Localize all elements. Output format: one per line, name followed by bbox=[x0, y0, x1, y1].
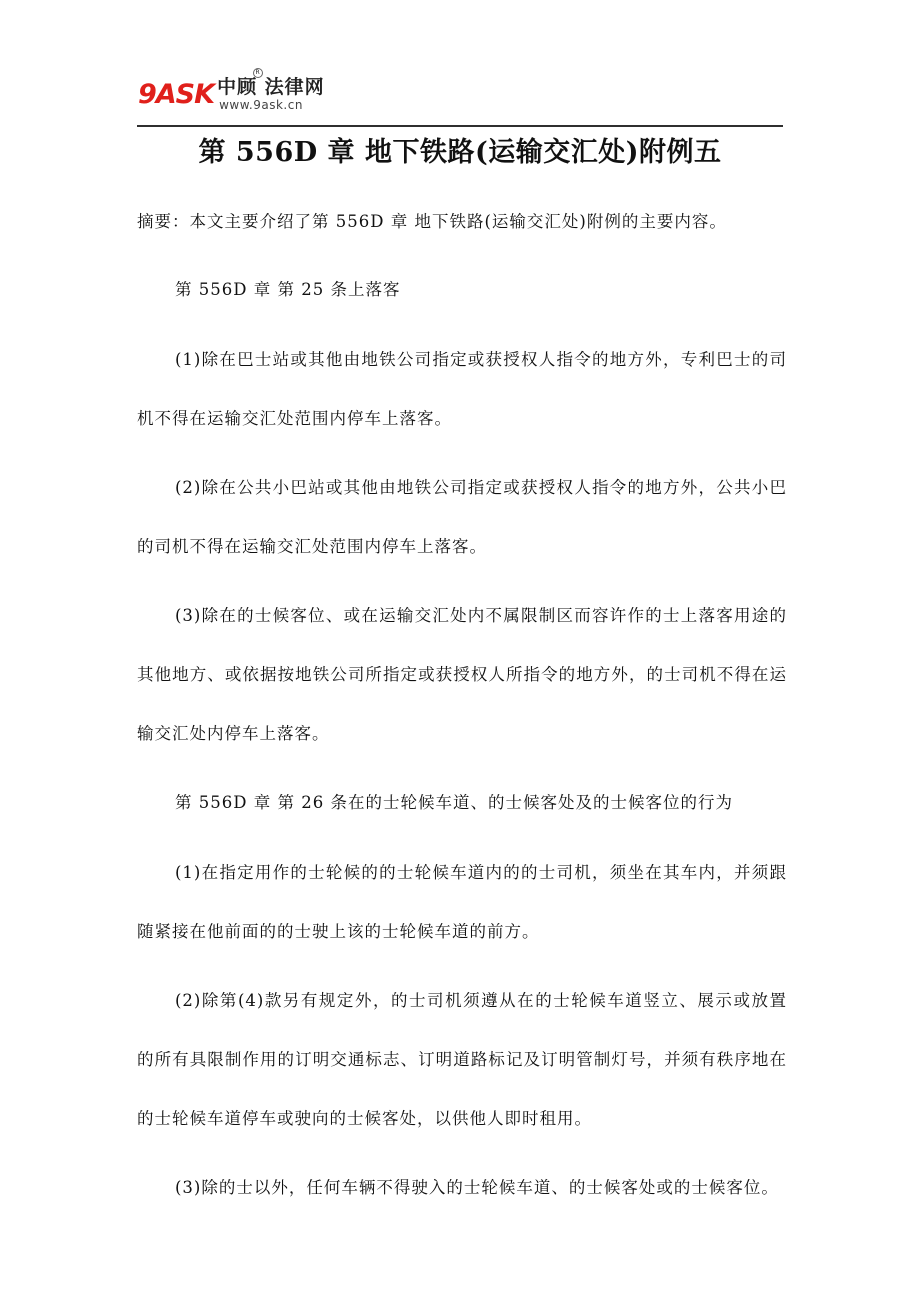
logo-chinese-name bbox=[217, 69, 325, 98]
clause: (3)除的士以外，任何车辆不得驶入的士轮候车道、的士候客处或的士候客位。 bbox=[175, 1178, 779, 1197]
document-body bbox=[137, 204, 787, 1249]
header-divider bbox=[137, 125, 783, 127]
section-heading: 第 556D 章 第 25 条上落客 bbox=[175, 280, 401, 299]
clause: (2)除第(4)款另有规定外，的士司机须遵从在的士轮候车道竖立、展示或放置的所有具限制作用的订明交通标志、订明道路标记及订明管制灯号，并须有秩序地在的士轮候车道停车或驶向的士候客处，以供他人即时租用。 bbox=[137, 991, 787, 1128]
clause: (3)除在的士候客位、或在运输交汇处内不属限制区而容许作的士上落客用途的其他地方、或依据按地铁公司所指定或获授权人所指令的地方外，的士司机不得在运输交汇处内停车上落客。 bbox=[137, 606, 787, 743]
clause: (1)在指定用作的士轮候的的士轮候车道内的的士司机，须坐在其车内，并须跟随紧接在他前面的的士驶上该的士轮候车道的前方。 bbox=[137, 863, 787, 941]
site-header bbox=[138, 69, 788, 120]
document-title: 第 556D 章 地下铁路(运输交汇处)附例五 bbox=[198, 137, 722, 168]
clause: (2)除在公共小巴站或其他由地铁公司指定或获授权人指令的地方外，公共小巴的司机不得在运输交汇处范围内停车上落客。 bbox=[137, 478, 787, 556]
logo-chinese-name-text: 中顾 法律网 bbox=[217, 76, 325, 98]
abstract: 摘要：本文主要介绍了第 556D 章 地下铁路(运输交汇处)附例的主要内容。 bbox=[137, 212, 727, 231]
registered-mark-icon: R bbox=[253, 68, 263, 78]
site-logo[interactable] bbox=[138, 69, 325, 112]
clause: (1)除在巴士站或其他由地铁公司指定或获授权人指令的地方外，专利巴士的司机不得在运输交汇处范围内停车上落客。 bbox=[137, 350, 787, 428]
logo-url: www.9ask.cn bbox=[219, 98, 303, 112]
logo-text-group bbox=[217, 69, 325, 112]
logo-mark: 9ASK bbox=[138, 79, 215, 110]
section-heading: 第 556D 章 第 26 条在的士轮候车道、的士候客处及的士候客位的行为 bbox=[175, 793, 733, 812]
